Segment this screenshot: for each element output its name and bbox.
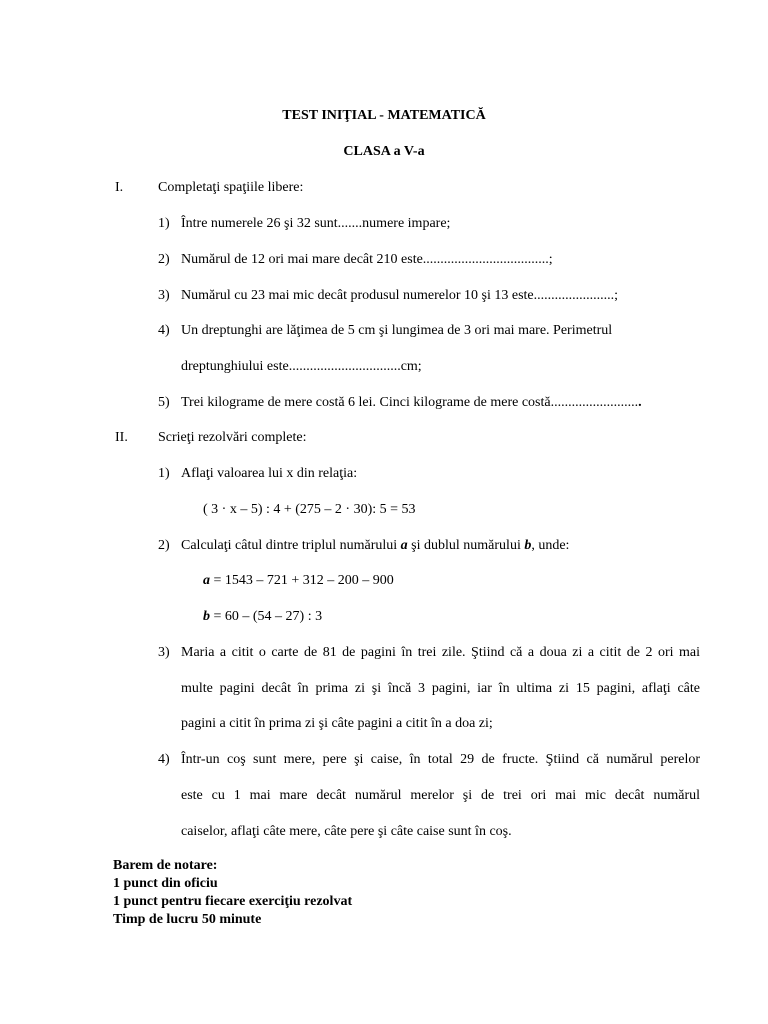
section-number: I.: [115, 180, 124, 195]
class-label: CLASA a V-a: [343, 144, 425, 159]
item-text: Trei kilograme de mere costă 6 lei. Cinci kilograme de mere costă..........................: [181, 395, 642, 410]
variable-b: b: [524, 538, 532, 553]
item-text: este cu 1 mai mare decât numărul merelor şi de trei ori mai mic decât numărul: [181, 788, 700, 803]
section-title: Completaţi spaţiile libere:: [158, 180, 304, 195]
grading-line: Timp de lucru 50 minute: [113, 912, 262, 927]
item-number: 2): [158, 252, 170, 267]
variable-a: a: [400, 538, 408, 553]
item-number: 2): [158, 538, 170, 553]
item-number: 3): [158, 288, 170, 303]
item-text: Maria a citit o carte de 81 de pagini în trei zile. Ştiind că a doua zi a citit de 2 ori mai: [181, 645, 700, 660]
item-text: Între numerele 26 şi 32 sunt.......numere impare;: [181, 216, 451, 231]
equation: ( 3 · x – 5) : 4 + (275 – 2 · 30): 5 = 53: [203, 502, 416, 517]
item-tail: .: [638, 395, 642, 410]
item-number: 3): [158, 645, 170, 660]
item-number: 5): [158, 395, 170, 410]
item-number: 1): [158, 466, 170, 481]
item-text: caiselor, aflaţi câte mere, câte pere şi câte caise sunt în coş.: [181, 824, 512, 839]
equation-b: b = 60 – (54 – 27) : 3: [203, 609, 323, 624]
item-number: 4): [158, 752, 170, 767]
grading-line: 1 punct din oficiu: [113, 876, 218, 891]
page-title: TEST INIŢIAL - MATEMATICĂ: [282, 108, 486, 123]
grading-title: Barem de notare:: [113, 858, 218, 873]
equation-a: a = 1543 – 721 + 312 – 200 – 900: [203, 573, 394, 588]
item-number: 1): [158, 216, 170, 231]
item-text: pagini a citit în prima zi şi câte pagini a citit în a doa zi;: [181, 716, 493, 731]
item-text: dreptunghiului este................................cm;: [181, 359, 422, 374]
item-text: Numărul cu 23 mai mic decât produsul numerelor 10 şi 13 este.......................;: [181, 288, 619, 303]
item-text: Aflaţi valoarea lui x din relaţia:: [181, 466, 358, 481]
item-text: multe pagini decât în prima zi şi încă 3 pagini, iar în ultima zi 15 pagini, aflaţi câte: [181, 681, 700, 696]
section-title: Scrieţi rezolvări complete:: [158, 430, 307, 445]
grading-line: 1 punct pentru fiecare exerciţiu rezolvat: [113, 894, 353, 909]
item-text: Calculaţi câtul dintre triplul numărului a şi dublul numărului b, unde:: [181, 538, 570, 553]
section-number: II.: [115, 430, 128, 445]
item-text: Un dreptunghi are lăţimea de 5 cm şi lungimea de 3 ori mai mare. Perimetrul: [181, 323, 613, 338]
item-number: 4): [158, 323, 170, 338]
item-text: Într-un coş sunt mere, pere şi caise, în total 29 de fructe. Ştiind că numărul perelor: [181, 752, 700, 767]
item-text: Numărul de 12 ori mai mare decât 210 este....................................;: [181, 252, 553, 267]
